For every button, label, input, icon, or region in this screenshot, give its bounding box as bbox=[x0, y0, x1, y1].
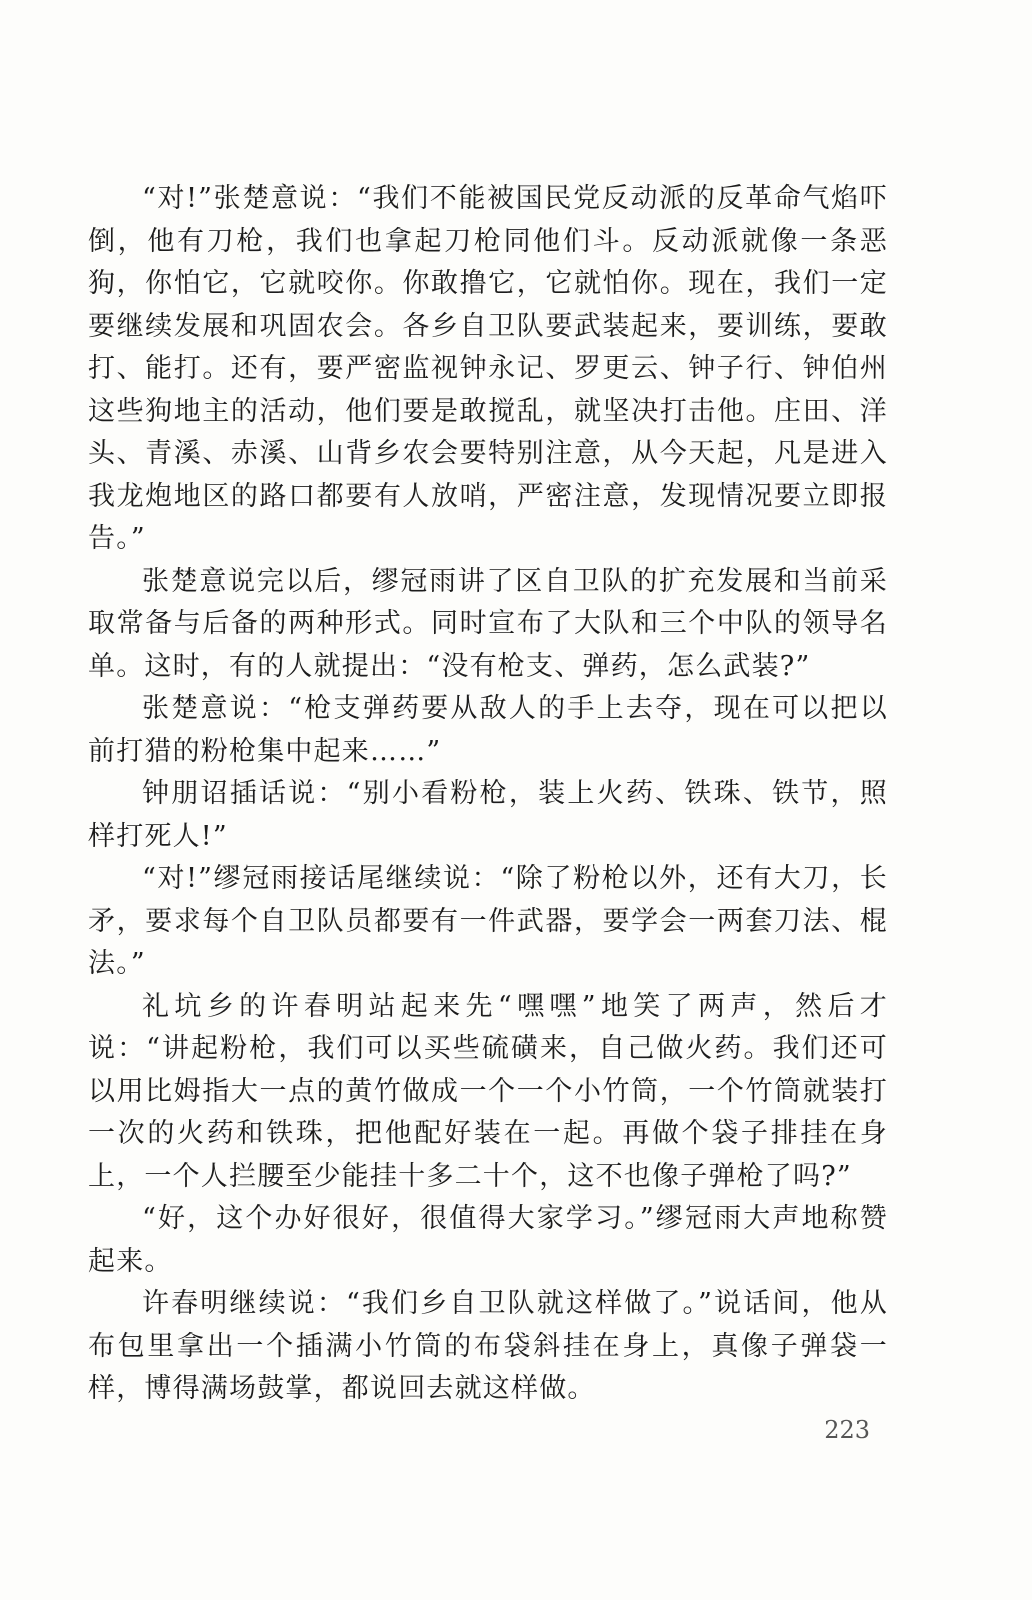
paragraph-4: 钟朋诏插话说：“别小看粉枪，装上火药、铁珠、铁节，照样打死人!” bbox=[88, 778, 888, 852]
page-number: 223 bbox=[824, 1416, 870, 1444]
paragraph-5: “对!”缪冠雨接话尾继续说：“除了粉枪以外，还有大刀，长矛，要求每个自卫队员都要有一件武器，要学会一两套刀法、棍法。” bbox=[88, 863, 888, 979]
body-text bbox=[88, 178, 888, 1411]
paragraph-1: “对!”张楚意说：“我们不能被国民党反动派的反革命气焰吓倒，他有刀枪，我们也拿起刀枪同他们斗。反动派就像一条恶狗，你怕它，它就咬你。你敢撸它，它就怕你。现在，我们一定要继续发展和巩固农会。各乡自卫队要武装起来，要训练，要敢打、能打。还有，要严密监视钟永记、罗更云、钟子行、钟伯州这些狗地主的活动，他们要是敢搅乱，就坚决打击他。庄田、洋头、青溪、赤溪、山背乡农会要特别注意，从今天起，凡是进入我龙炮地区的路口都要有人放哨，严密注意，发现情况要立即报告。” bbox=[88, 183, 888, 554]
paragraph-6: 礼坑乡的许春明站起来先“嘿嘿”地笑了两声，然后才说：“讲起粉枪，我们可以买些硫磺来，自己做火药。我们还可以用比姆指大一点的黄竹做成一个一个小竹筒，一个竹筒就装打一次的火药和铁珠，把他配好装在一起。再做个袋子排挂在身上，一个人拦腰至少能挂十多二十个，这不也像子弹枪了吗?” bbox=[88, 990, 888, 1192]
paragraph-8: 许春明继续说：“我们乡自卫队就这样做了。”说话间，他从布包里拿出一个插满小竹筒的布袋斜挂在身上，真像子弹袋一样，博得满场鼓掌，都说回去就这样做。 bbox=[88, 1288, 888, 1404]
paragraph-7: “好，这个办好很好，很值得大家学习。”缪冠雨大声地称赞起来。 bbox=[88, 1203, 888, 1277]
paragraph-2: 张楚意说完以后，缪冠雨讲了区自卫队的扩充发展和当前采取常备与后备的两种形式。同时宣布了大队和三个中队的领导名单。这时，有的人就提出：“没有枪支、弹药，怎么武装?” bbox=[88, 565, 888, 682]
paragraph-3: 张楚意说：“枪支弹药要从敌人的手上去夺，现在可以把以前打猎的粉枪集中起来……” bbox=[88, 693, 888, 767]
